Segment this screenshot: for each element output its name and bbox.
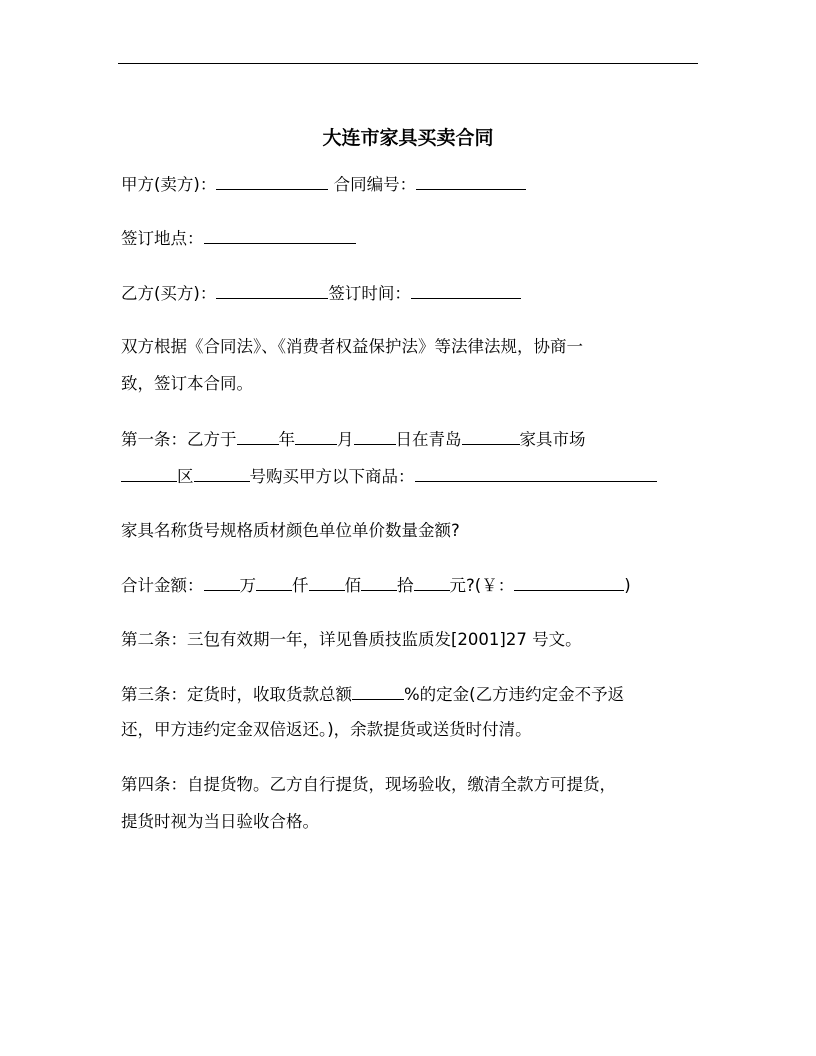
year-label: 年: [278, 430, 295, 449]
seller-contract-no-line: [121, 170, 526, 198]
document-title: 大连市家具买卖合同: [322, 127, 494, 149]
total-close: ): [624, 576, 631, 595]
total-amount-line: [121, 571, 631, 599]
contract-no-label: 合同编号：: [333, 175, 417, 194]
seller-blank[interactable]: [216, 170, 328, 190]
preamble-line-2: 致，签订本合同。: [121, 374, 253, 393]
yuan-blank[interactable]: [414, 571, 450, 591]
article-2-line: 第二条：三包有效期一年，详见鲁质技监质发[2001]27 号文。: [121, 630, 582, 649]
buyer-sign-time-line: [121, 279, 521, 307]
month-blank[interactable]: [295, 425, 337, 445]
art3-prefix: 第三条：定货时，收取货款总额: [121, 685, 352, 704]
contract-no-blank[interactable]: [416, 170, 526, 190]
wan-blank[interactable]: [204, 571, 240, 591]
sign-place-blank[interactable]: [204, 224, 356, 244]
goods-blank[interactable]: [415, 462, 657, 482]
day-place-label: 日在青岛: [395, 430, 462, 449]
day-blank[interactable]: [354, 425, 396, 445]
article-3-line-2: 还，甲方违约定金双倍返还。)，余款提货或送货时付清。: [121, 720, 532, 739]
article-1-line-2: [121, 462, 657, 490]
art1-prefix: 第一条：乙方于: [121, 430, 237, 449]
shi-label: 拾: [397, 576, 414, 595]
deposit-percent-blank[interactable]: [352, 680, 404, 700]
seller-label: 甲方(卖方)：: [121, 175, 217, 194]
district-label: 区: [177, 467, 194, 486]
wan-label: 万: [239, 576, 256, 595]
year-blank[interactable]: [237, 425, 279, 445]
bai-blank[interactable]: [309, 571, 345, 591]
sign-place-line: [121, 224, 356, 252]
total-label: 合计金额：: [121, 576, 204, 595]
qian-label: 仟: [292, 576, 309, 595]
amount-figure-blank[interactable]: [514, 571, 624, 591]
month-label: 月: [337, 430, 354, 449]
bai-label: 佰: [344, 576, 361, 595]
purchase-label: 号购买甲方以下商品：: [249, 467, 415, 486]
market-blank[interactable]: [462, 425, 520, 445]
yuan-label: 元?(￥：: [449, 576, 515, 595]
district-blank[interactable]: [121, 462, 177, 482]
article-4-line-2: 提货时视为当日验收合格。: [121, 812, 319, 831]
sign-place-label: 签订地点：: [121, 229, 204, 248]
shi-blank[interactable]: [361, 571, 397, 591]
article-1-line-1: [121, 425, 586, 453]
sign-time-label: 签订时间：: [328, 284, 411, 303]
goods-header-line: 家具名称货号规格质材颜色单位单价数量金额?: [121, 521, 460, 540]
article-3-line-1: [121, 680, 624, 708]
buyer-blank[interactable]: [216, 279, 328, 299]
header-rule: [118, 63, 698, 64]
sign-time-blank[interactable]: [411, 279, 521, 299]
qian-blank[interactable]: [256, 571, 292, 591]
number-blank[interactable]: [194, 462, 250, 482]
art3-rest: %的定金(乙方违约定金不予返: [404, 685, 625, 704]
article-4-line-1: 第四条：自提货物。乙方自行提货，现场验收，缴清全款方可提货，: [121, 775, 616, 794]
preamble-line-1: 双方根据《合同法》、《消费者权益保护法》等法律法规，协商一: [121, 337, 583, 356]
buyer-label: 乙方(买方)：: [121, 284, 217, 303]
market-label: 家具市场: [519, 430, 586, 449]
